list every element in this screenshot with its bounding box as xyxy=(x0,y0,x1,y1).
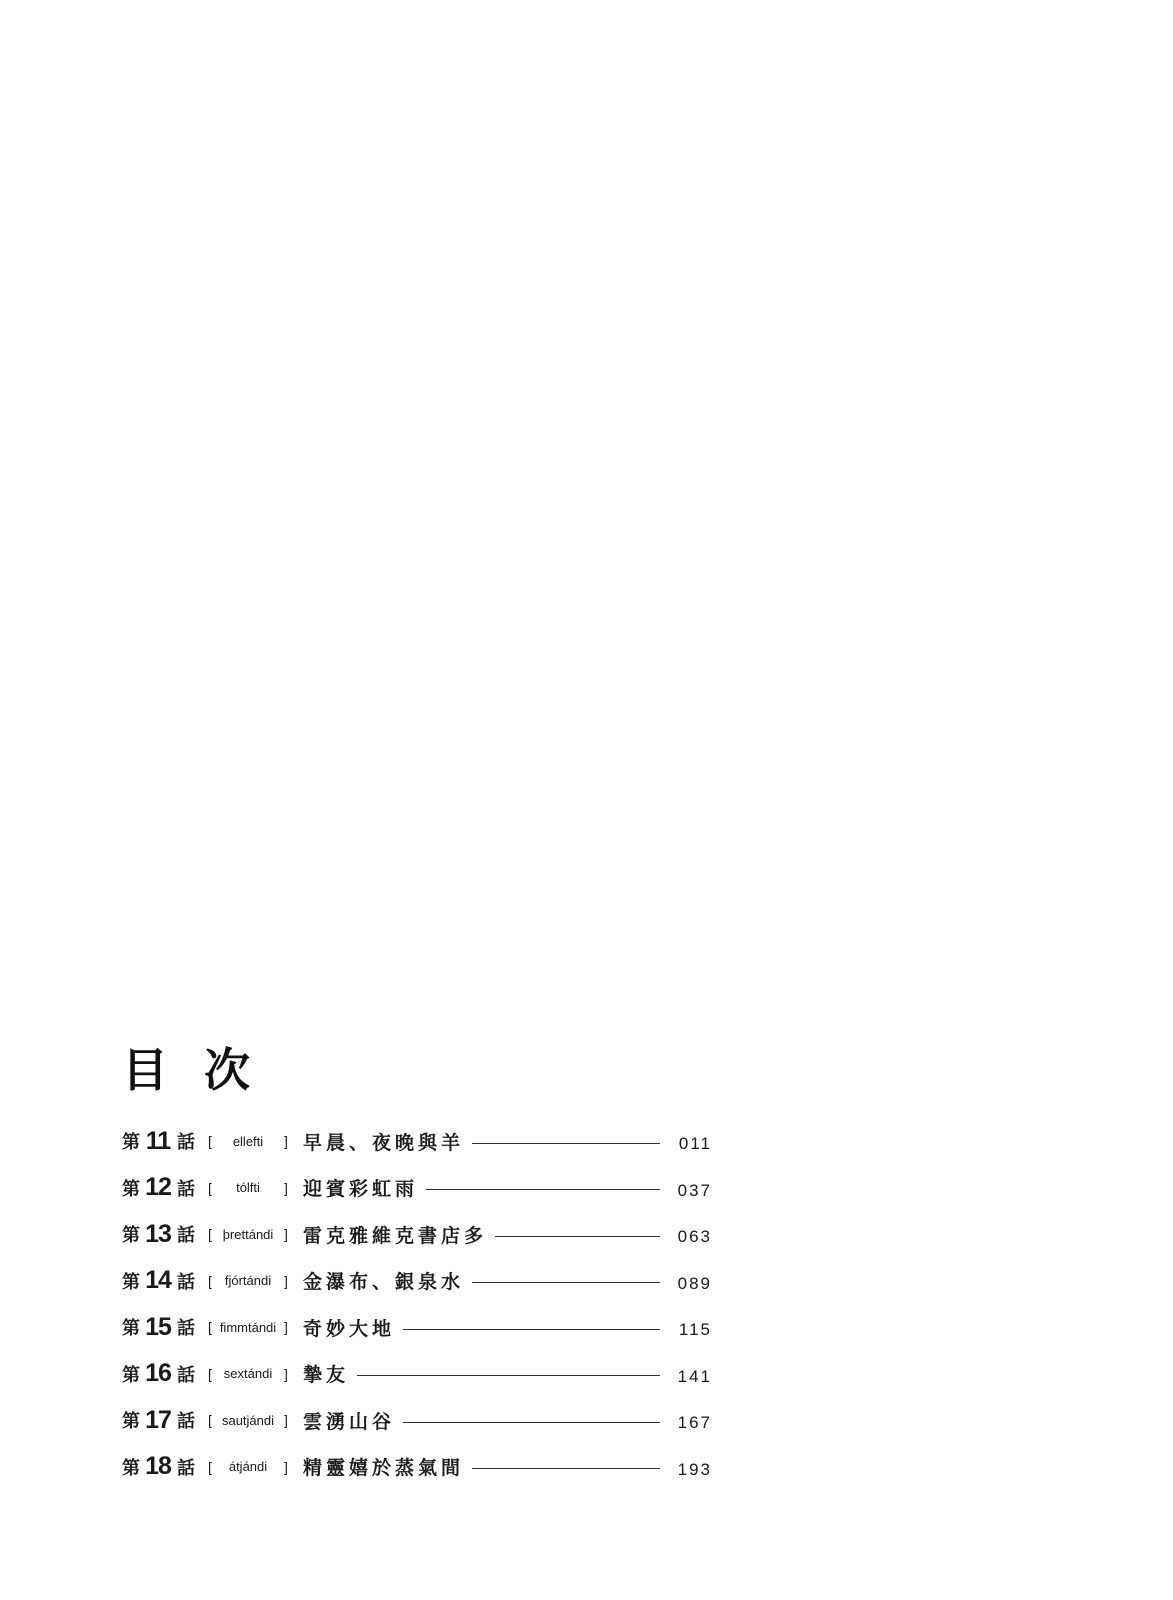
bracket-close: ] xyxy=(284,1458,288,1475)
page-number: 141 xyxy=(677,1366,712,1386)
chapter-icelandic-number: sautjándi xyxy=(221,1412,275,1428)
toc-entry[interactable] xyxy=(122,1351,712,1398)
bracket-close: ] xyxy=(284,1133,288,1150)
page-number: 037 xyxy=(677,1180,712,1200)
chapter-suffix: 話 xyxy=(177,1271,195,1293)
bracket-close: ] xyxy=(284,1365,288,1382)
page-number: 063 xyxy=(677,1227,712,1247)
chapter-prefix: 第 xyxy=(122,1318,140,1340)
chapter-number: 18 xyxy=(145,1452,171,1481)
chapter-prefix: 第 xyxy=(122,1457,140,1479)
page-number: 167 xyxy=(677,1413,712,1433)
chapter-suffix: 話 xyxy=(177,1225,195,1247)
bracket-open: [ xyxy=(208,1179,212,1196)
chapter-title: 早晨、夜晚與羊 xyxy=(303,1131,465,1154)
bracket-open: [ xyxy=(208,1412,212,1429)
chapter-icelandic-number: fimmtándi xyxy=(219,1319,277,1335)
bracket-open: [ xyxy=(208,1272,212,1289)
chapter-number: 17 xyxy=(145,1405,171,1434)
chapter-suffix: 話 xyxy=(177,1364,195,1386)
chapter-suffix: 話 xyxy=(177,1411,195,1433)
page-number: 115 xyxy=(678,1320,712,1340)
toc-entry[interactable] xyxy=(122,1258,712,1305)
chapter-title: 金瀑布、銀泉水 xyxy=(303,1271,465,1294)
dot-leader-line xyxy=(403,1422,660,1423)
toc-list xyxy=(122,1118,712,1490)
chapter-prefix: 第 xyxy=(122,1225,140,1247)
bracket-open: [ xyxy=(208,1226,212,1243)
chapter-suffix: 話 xyxy=(177,1318,195,1340)
chapter-title: 雲湧山谷 xyxy=(303,1410,396,1433)
chapter-number: 14 xyxy=(145,1266,171,1295)
chapter-prefix: 第 xyxy=(122,1411,140,1433)
chapter-title: 摯友 xyxy=(303,1364,350,1387)
chapter-icelandic-number: tólfti xyxy=(236,1180,260,1196)
chapter-number: 13 xyxy=(145,1219,171,1248)
dot-leader-line xyxy=(472,1143,660,1144)
chapter-suffix: 話 xyxy=(177,1178,195,1200)
bracket-close: ] xyxy=(284,1412,288,1429)
toc-entry[interactable] xyxy=(122,1444,712,1491)
dot-leader-line xyxy=(472,1468,660,1469)
chapter-icelandic-number: þrettándi xyxy=(222,1226,274,1242)
chapter-title: 精靈嬉於蒸氣間 xyxy=(303,1457,465,1480)
bracket-open: [ xyxy=(208,1458,212,1475)
toc-entry[interactable] xyxy=(122,1304,712,1351)
toc-entry[interactable] xyxy=(122,1397,712,1444)
chapter-title: 迎賓彩虹雨 xyxy=(303,1178,419,1201)
bracket-open: [ xyxy=(208,1133,212,1150)
chapter-suffix: 話 xyxy=(177,1457,195,1479)
chapter-prefix: 第 xyxy=(122,1364,140,1386)
chapter-icelandic-number: sextándi xyxy=(223,1366,273,1382)
chapter-number: 15 xyxy=(145,1312,171,1341)
chapter-title: 雷克雅維克書店多 xyxy=(303,1224,488,1247)
bracket-open: [ xyxy=(208,1319,212,1336)
bracket-close: ] xyxy=(284,1226,288,1243)
page-number: 193 xyxy=(677,1459,712,1479)
chapter-number: 12 xyxy=(145,1173,171,1202)
page-number: 011 xyxy=(678,1134,712,1154)
dot-leader-line xyxy=(472,1282,660,1283)
bracket-close: ] xyxy=(284,1179,288,1196)
toc-entry[interactable] xyxy=(122,1211,712,1258)
chapter-title: 奇妙大地 xyxy=(303,1317,396,1340)
page-number: 089 xyxy=(677,1273,712,1293)
chapter-icelandic-number: ellefti xyxy=(232,1133,264,1149)
chapter-icelandic-number: átjándi xyxy=(228,1459,268,1475)
chapter-icelandic-number: fjórtándi xyxy=(224,1273,272,1289)
dot-leader-line xyxy=(495,1236,660,1237)
toc-entry[interactable] xyxy=(122,1165,712,1212)
toc-title: 目 次 xyxy=(122,1043,261,1097)
bracket-close: ] xyxy=(284,1319,288,1336)
bracket-close: ] xyxy=(284,1272,288,1289)
chapter-prefix: 第 xyxy=(122,1132,140,1154)
chapter-number: 11 xyxy=(145,1126,171,1155)
chapter-prefix: 第 xyxy=(122,1271,140,1293)
chapter-suffix: 話 xyxy=(177,1132,195,1154)
bracket-open: [ xyxy=(208,1365,212,1382)
dot-leader-line xyxy=(357,1375,660,1376)
dot-leader-line xyxy=(403,1329,660,1330)
dot-leader-line xyxy=(426,1189,660,1190)
toc-entry[interactable] xyxy=(122,1118,712,1165)
chapter-number: 16 xyxy=(145,1359,171,1388)
chapter-prefix: 第 xyxy=(122,1178,140,1200)
